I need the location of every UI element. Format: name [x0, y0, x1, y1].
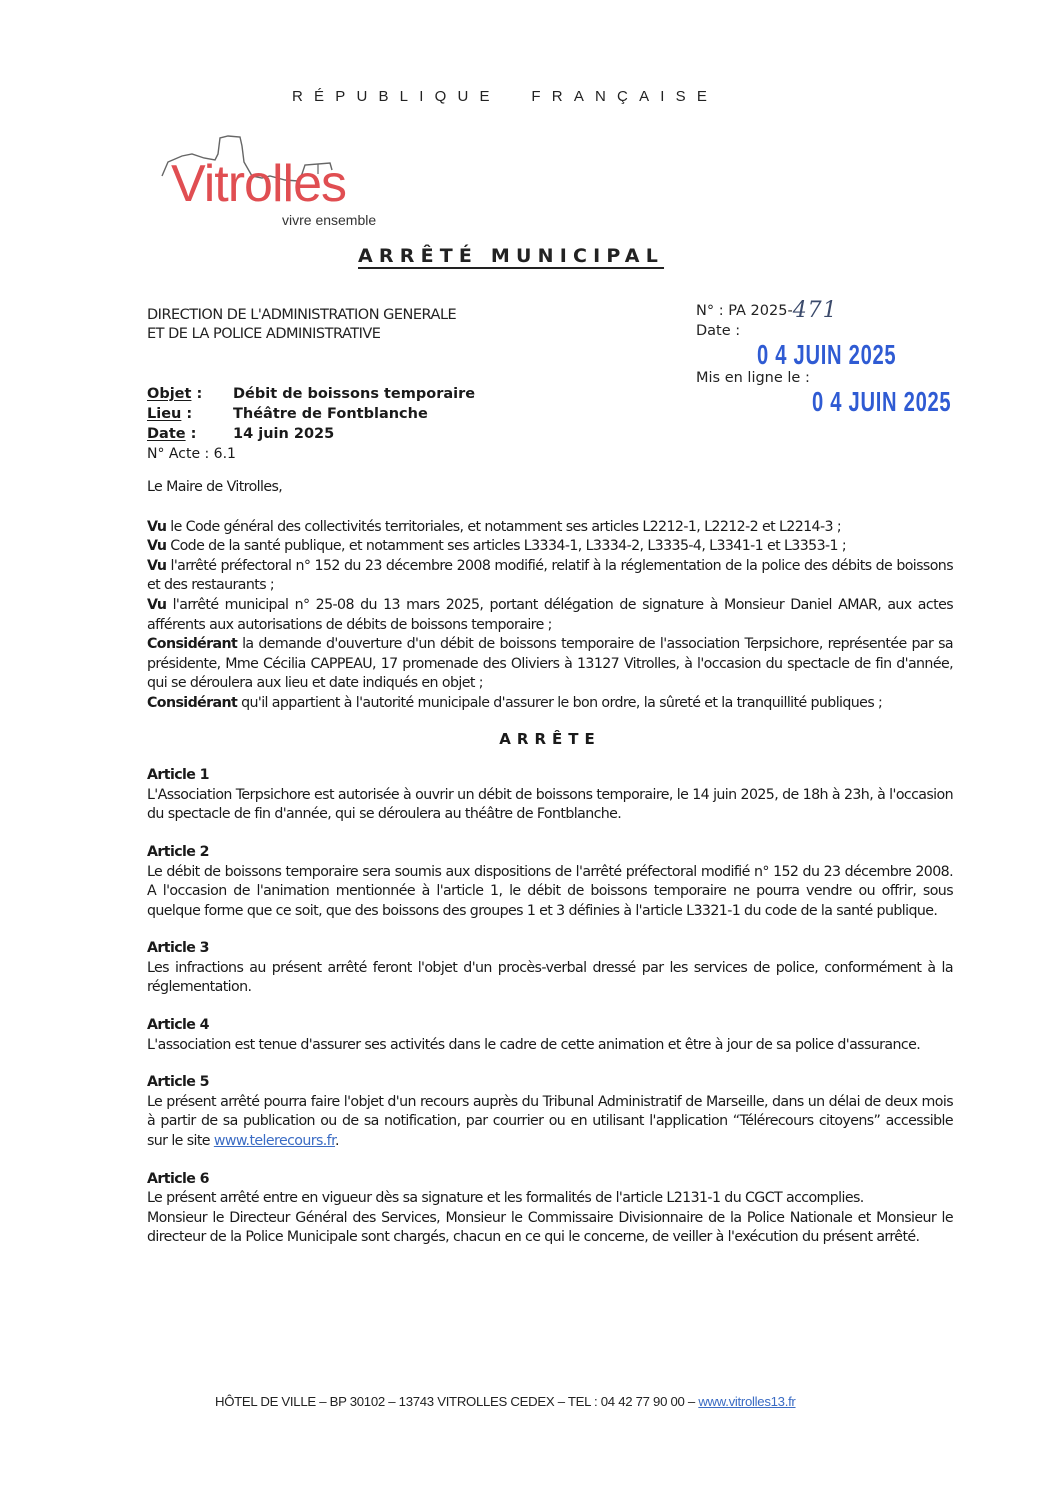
- objet-value: Débit de boissons temporaire: [233, 386, 476, 402]
- article-text-part: Le présent arrêté pourra faire l'objet d'un recours auprès du Tribunal Administratif de Marseille, dans un délai de deux mois à partir de sa publication ou de sa notification, par courrier ou en utilisant l'application “Télérecours citoyens” accessible sur le site: [147, 1093, 953, 1150]
- republique-francaise-header: RÉPUBLIQUE FRANÇAISE: [292, 88, 719, 105]
- date-stamp-row: [696, 341, 1016, 369]
- consideration-text: le Code général des collectivités territoriales, et notamment ses articles L2212-1, L2212-2 et L2214-3 ;: [166, 518, 842, 535]
- direction-block: [147, 306, 456, 344]
- consideration-text: Code de la santé publique, et notamment ses articles L3334-1, L3334-2, L3335-4, L3341-1 et L3353-1 ;: [166, 538, 847, 555]
- acte-number: N° Acte : 6.1: [147, 446, 236, 462]
- reference-number-label: N° : PA 2025-: [696, 303, 793, 319]
- article-text: L'association est tenue d'assurer ses activités dans le cadre de cette animation et être à jour de sa police d'assurance.: [147, 1036, 921, 1053]
- consideration-text: l'arrêté municipal n° 25-08 du 13 mars 2025, portant délégation de signature à Monsieur Daniel AMAR, aux actes afférents aux autorisations de débits de boissons temporaire ;: [147, 596, 953, 633]
- date-value: 14 juin 2025: [233, 426, 335, 442]
- footer-address: HÔTEL DE VILLE – BP 30102 – 13743 VITROLLES CEDEX – TEL : 04 42 77 90 00 –: [215, 1394, 699, 1409]
- article-text: Monsieur le Directeur Général des Services, Monsieur le Commissaire Divisionnaire de la Police Nationale et Monsieur le directeur de la Police Municipale sont chargés, chacun en ce qui le concerne, de veiller à l'exécution du présent arrêté.: [147, 1209, 953, 1246]
- telerecours-link[interactable]: www.telerecours.fr: [213, 1133, 336, 1150]
- reference-block: [696, 300, 1016, 416]
- objet-label: Objet: [147, 386, 192, 402]
- date-stamp: 0 4 JUIN 2025: [757, 339, 897, 370]
- article-title: Article 2: [147, 843, 209, 860]
- article-6: [147, 1170, 953, 1248]
- online-date-stamp: 0 4 JUIN 2025: [812, 386, 952, 417]
- footer: [215, 1394, 796, 1409]
- consideration-lead: Considérant: [147, 636, 238, 653]
- online-label: Mis en ligne le :: [696, 370, 810, 386]
- consideration-lead: Considérant: [147, 694, 238, 711]
- article-text: Le débit de boissons temporaire sera soumis aux dispositions de l'arrêté préfectoral modifié n° 152 du 23 décembre 2008. A l'occasion de l'animation mentionnée à l'article 1, le débit de boissons temporaire ne pourra vendre ou offrir, sous quelque forme que ce soit, que des boissons des groupes 1 et 3 définies à l'article L3321-1 du code de la santé publique.: [147, 863, 953, 919]
- article-4: [147, 1016, 953, 1055]
- consideration-lead: Vu: [147, 596, 167, 613]
- article-title: Article 6: [147, 1170, 209, 1187]
- direction-line-1: DIRECTION DE L'ADMINISTRATION GENERALE: [147, 307, 457, 323]
- article-title: Article 5: [147, 1074, 209, 1091]
- consideration-lead: Vu: [147, 557, 167, 574]
- consideration-lead: Vu: [147, 518, 167, 535]
- document-title: ARRÊTÉ MUNICIPAL: [358, 245, 665, 267]
- date-label-meta: Date: [147, 426, 186, 442]
- meta-block: Objet : Débit de boissons temporaire Lieu : Théâtre de Fontblanche Date : 14 juin 2025 N° Acte : 6.1: [147, 386, 476, 462]
- consideration: [147, 635, 953, 694]
- consideration-text: qu'il appartient à l'autorité municipale d'assurer le bon ordre, la sûreté et la tranquillité publiques ;: [237, 694, 883, 711]
- article-title: Article 3: [147, 940, 209, 957]
- consideration: [147, 518, 953, 538]
- article-1: [147, 766, 953, 825]
- consideration-text: l'arrêté préfectoral n° 152 du 23 décembre 2008 modifié, relatif à la réglementation de la police des débits de boissons et des restaurants ;: [147, 557, 953, 594]
- consideration-text: la demande d'ouverture d'un débit de boissons temporaire de l'association Terpsichore, représentée par sa présidente, Mme Cécilia CAPPEAU, 17 promenade des Oliviers à 13127 Vitrolles, à l'occasion du spectacle de fin d'année, qui se déroulera aux lieu et date indiqués en objet ;: [147, 636, 953, 692]
- reference-number-line: [696, 300, 1016, 322]
- article-2: [147, 843, 953, 921]
- article-text-end: .: [335, 1133, 339, 1150]
- article-3: [147, 939, 953, 998]
- website-link[interactable]: www.vitrolles13.fr: [698, 1394, 796, 1409]
- article-text: Les infractions au présent arrêté feront l'objet d'un procès-verbal dressé par les services de police, conformément à la réglementation.: [147, 959, 953, 996]
- consideration: [147, 694, 953, 714]
- online-stamp-row: [696, 388, 1016, 416]
- consideration: [147, 537, 953, 557]
- logo-tagline: vivre ensemble: [282, 212, 377, 228]
- consideration: [147, 557, 953, 596]
- article-title: Article 4: [147, 1017, 209, 1034]
- consideration: [147, 596, 953, 635]
- article-5: [147, 1073, 953, 1151]
- article-text: L'Association Terpsichore est autorisée à ouvrir un débit de boissons temporaire, le 14 juin 2025, de 18h à 23h, à l'occasion du spectacle de fin d'année, qui se déroulera au théâtre de Fontblanche.: [147, 786, 953, 823]
- salutation: Le Maire de Vitrolles,: [147, 479, 283, 495]
- article-text: Le présent arrêté entre en vigueur dès sa signature et les formalités de l'article L2131-1 du CGCT accomplies.: [147, 1190, 864, 1207]
- logo-wordmark: Vitrolles: [171, 155, 347, 213]
- lieu-value: Théâtre de Fontblanche: [233, 406, 428, 422]
- vitrolles-logo: [160, 132, 410, 232]
- document-body: [147, 478, 953, 1266]
- lieu-label: Lieu: [147, 406, 182, 422]
- consideration-lead: Vu: [147, 538, 167, 555]
- handwritten-number: 471: [792, 298, 838, 323]
- date-label: Date :: [696, 323, 741, 339]
- direction-line-2: ET DE LA POLICE ADMINISTRATIVE: [147, 326, 381, 342]
- article-text: [147, 1093, 953, 1152]
- arrete-heading: ARRÊTE: [499, 729, 601, 748]
- article-title: Article 1: [147, 767, 209, 784]
